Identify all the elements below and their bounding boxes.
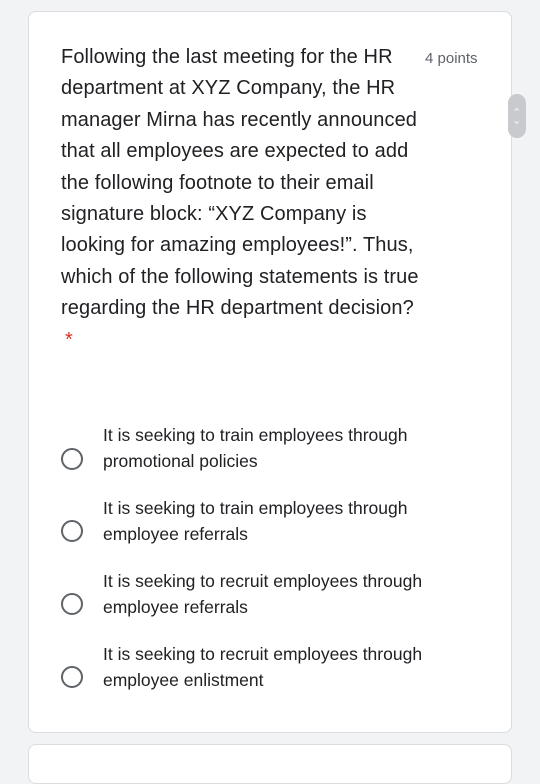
next-question-card — [28, 744, 512, 784]
question-title — [61, 42, 421, 356]
scroll-handle[interactable] — [508, 94, 526, 138]
chevron-up-icon: ‹ — [510, 107, 524, 112]
option-2[interactable] — [61, 495, 501, 555]
option-label[interactable]: It is seeking to recruit employees through employee enlistment — [103, 644, 423, 690]
option-label[interactable]: It is seeking to train employees through employee referrals — [103, 498, 408, 544]
required-asterisk: * — [65, 328, 73, 351]
option-label[interactable]: It is seeking to recruit employees through employee referrals — [103, 571, 423, 617]
radio-button[interactable] — [61, 593, 83, 615]
radio-button[interactable] — [61, 520, 83, 542]
chevron-down-icon: › — [510, 120, 524, 125]
option-1[interactable] — [61, 422, 501, 482]
option-3[interactable] — [61, 568, 501, 628]
question-text: Following the last meeting for the HR department at XYZ Company, the HR manager Mirna has recently announced that all employees are expected to add the following footnote to their email signature block: “XYZ Company is looking for amazing employees!”. Thus, which of the following statements is true regarding the HR department decision? — [61, 46, 419, 320]
radio-button[interactable] — [61, 666, 83, 688]
radio-button[interactable] — [61, 448, 83, 470]
option-label[interactable]: It is seeking to train employees through promotional policies — [103, 425, 408, 471]
option-4[interactable] — [61, 641, 501, 701]
points-label: 4 points — [425, 50, 478, 67]
question-card — [28, 11, 512, 733]
